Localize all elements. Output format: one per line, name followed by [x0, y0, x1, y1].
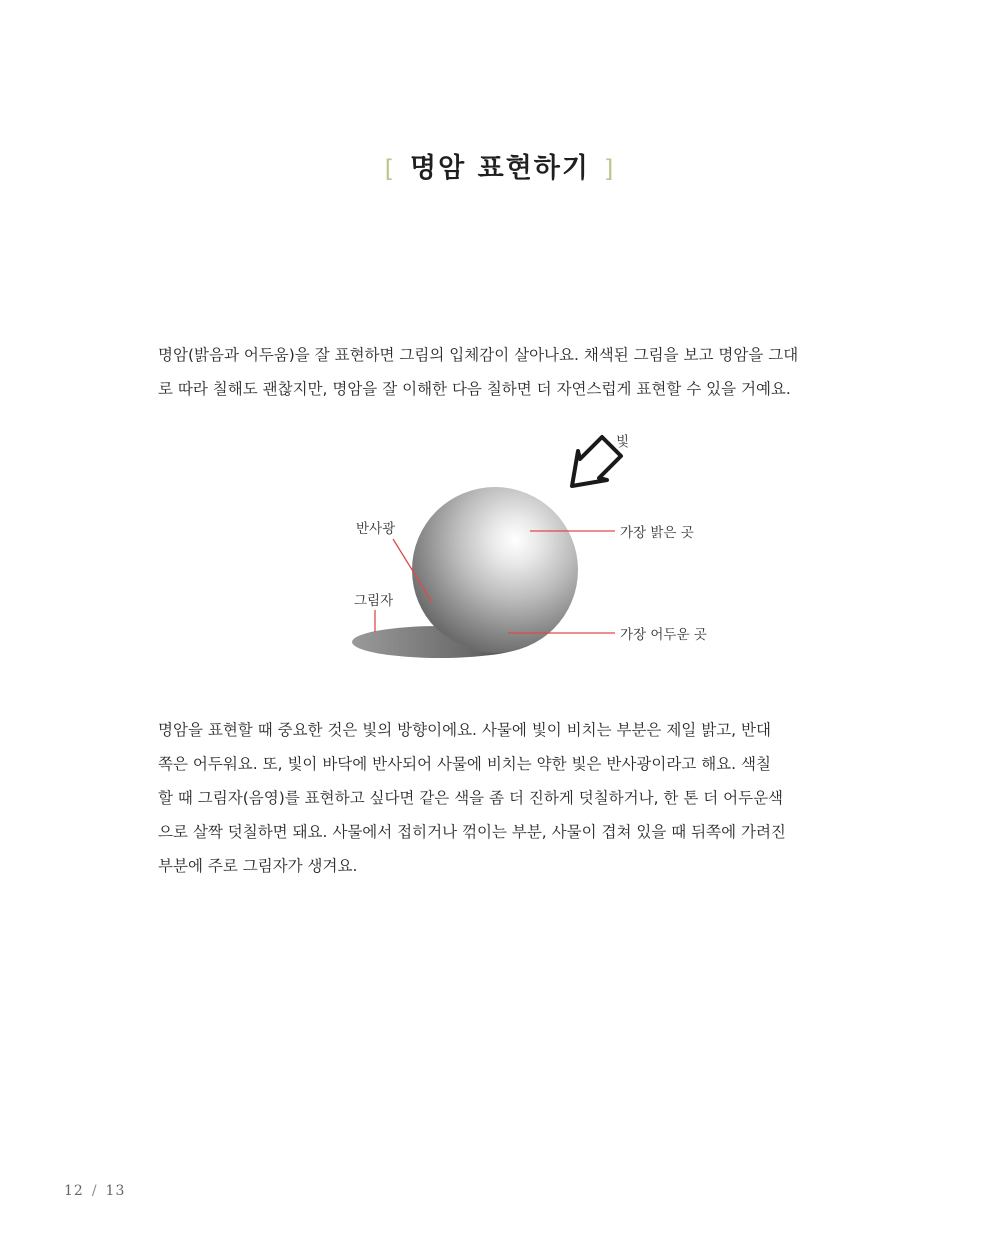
light-label: 빛 [616, 434, 630, 450]
sphere [412, 487, 578, 653]
shadow-label: 그림자 [354, 593, 394, 609]
page-number-left: 12 [64, 1183, 84, 1199]
brightest-label: 가장 밝은 곳 [620, 525, 694, 541]
body-line: 할 때 그림자(음영)를 표현하고 싶다면 같은 색을 좀 더 진하게 덧칠하거나, 한 톤 더 어두운색 [158, 789, 784, 807]
reflected-light-label: 반사광 [356, 521, 396, 537]
body-line: 부분에 주로 그림자가 생겨요. [158, 857, 358, 875]
body-line: 쪽은 어두워요. 또, 빛이 바닥에 반사되어 사물에 비치는 약한 빛은 반사광이라고 해요. 색칠 [158, 755, 771, 773]
body-paragraph [158, 713, 858, 883]
title-bracket-open: [ [384, 155, 397, 183]
title-text: 명암 표현하기 [410, 153, 590, 184]
page-number-right: 13 [105, 1183, 126, 1199]
intro-line: 명암(밝음과 어두움)을 잘 표현하면 그림의 입체감이 살아나요. 채색된 그림을 보고 명암을 그대 [158, 346, 799, 364]
page-number [64, 1183, 125, 1199]
title-bracket-close: ] [603, 155, 616, 183]
intro-line: 로 따라 칠해도 괜찮지만, 명암을 잘 이해한 다음 칠하면 더 자연스럽게 표현할 수 있을 거예요. [158, 380, 791, 398]
body-line: 으로 살짝 덧칠하면 돼요. 사물에서 접히거나 꺾이는 부분, 사물이 겹쳐 있을 때 뒤쪽에 가려진 [158, 823, 786, 841]
light-arrow-icon [572, 437, 621, 486]
darkest-label: 가장 어두운 곳 [620, 627, 707, 643]
body-line: 명암을 표현할 때 중요한 것은 빛의 방향이에요. 사물에 빛이 비치는 부분은 제일 밝고, 반대 [158, 721, 771, 739]
intro-paragraph [158, 338, 858, 406]
shading-sphere-figure [300, 420, 740, 680]
page-title [0, 146, 1000, 185]
page-number-separator: / [91, 1183, 98, 1199]
